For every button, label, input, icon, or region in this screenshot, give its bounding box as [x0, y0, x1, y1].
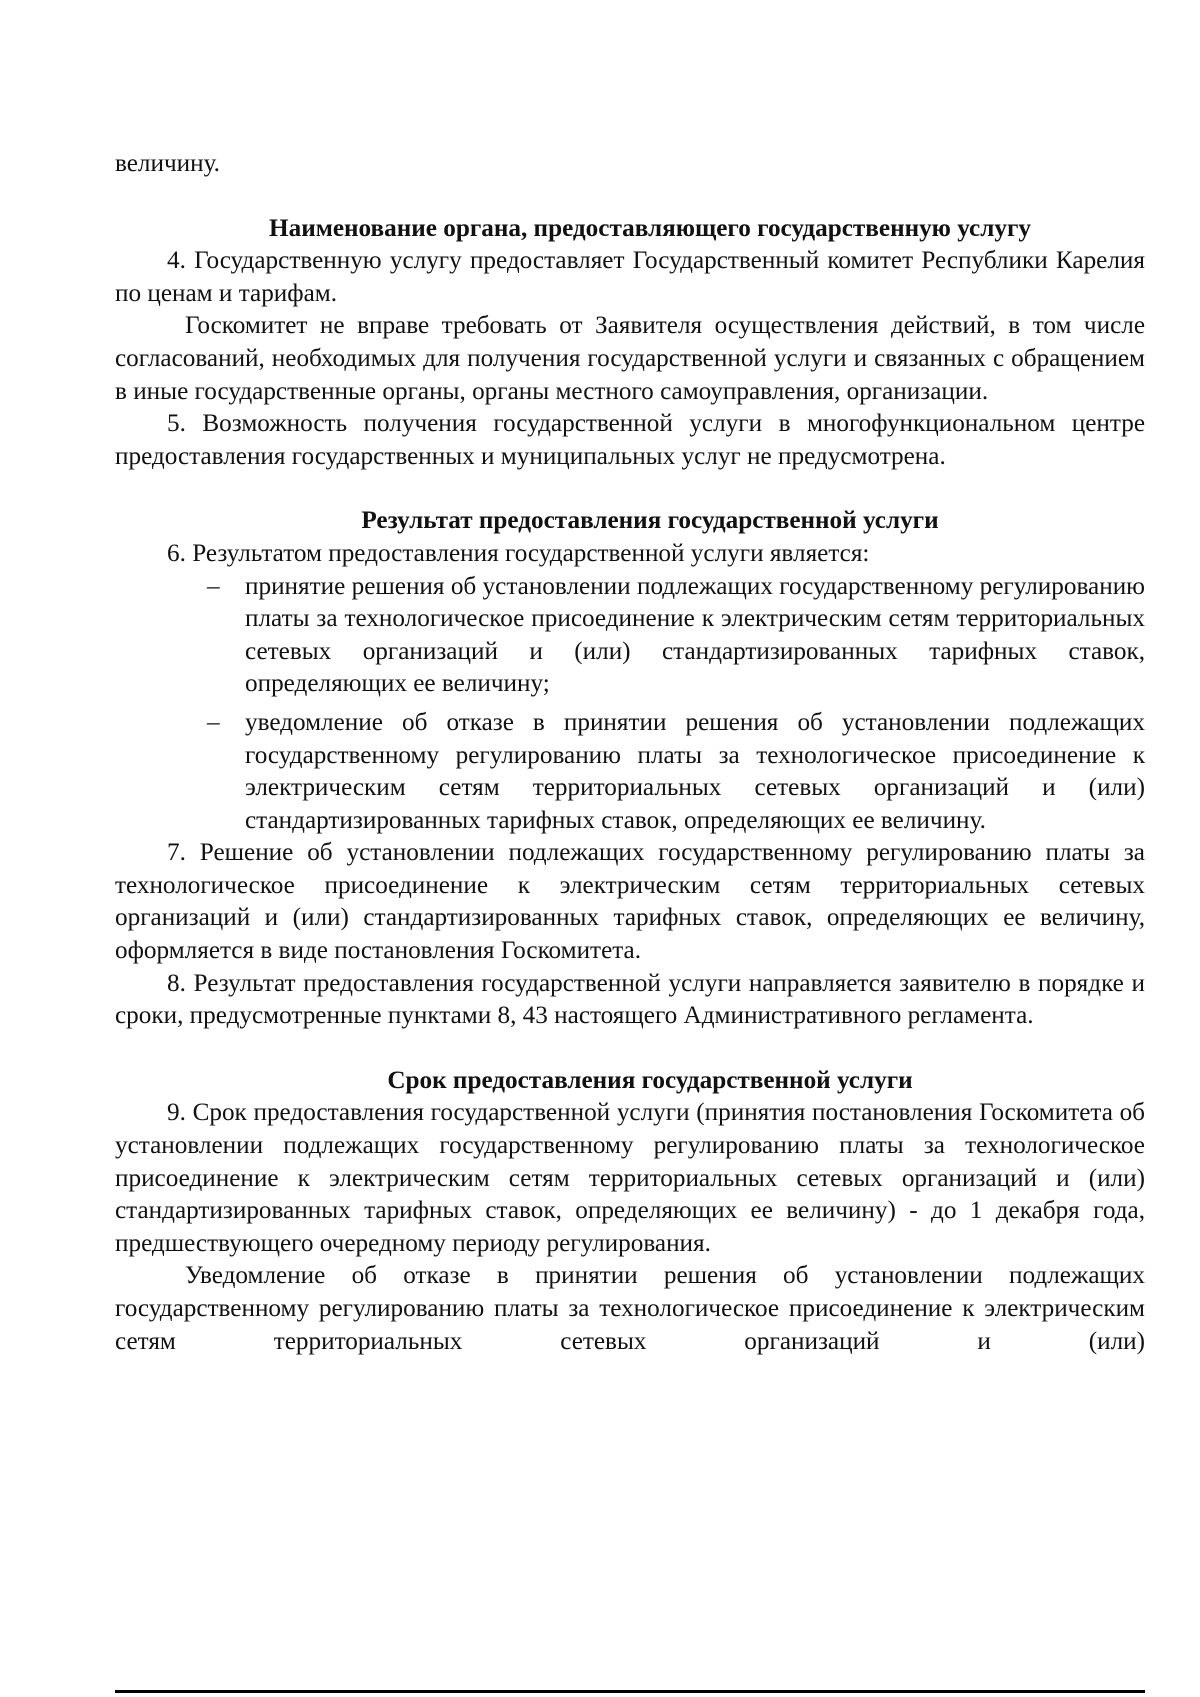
- paragraph-9-continued: Уведомление об отказе в принятии решения об установлении подлежащих государственному регулированию платы за технологическое присоединение к электрическим сетям территориальных сетевых организаций и (или): [115, 1262, 1145, 1355]
- list-item: [115, 707, 1145, 837]
- heading-service-result: Результат предоставления государственной услуги: [361, 507, 939, 535]
- document-page: [115, 148, 1145, 1358]
- paragraph-6: 6. Результатом предоставления государственной услуги является:: [167, 539, 870, 567]
- heading-service-organ: Наименование органа, предоставляющего государственную услугу: [269, 214, 1031, 242]
- intro-fragment: величину.: [115, 150, 220, 177]
- list-item-text: уведомление об отказе в принятии решения об установлении подлежащих государственному регулированию платы за технологическое присоединение к электрическим сетям территориальных сетевых организаций и (или) стандартизированных тарифных ставок, определяющих ее величину.: [245, 708, 1145, 834]
- paragraph-8: 8. Результат предоставления государственной услуги направляется заявителю в порядке и сроки, предусмотренные пунктами 8, 43 настоящего Административного регламента.: [115, 969, 1145, 1030]
- paragraph-4: 4. Государственную услугу предоставляет Государственный комитет Республики Карелия по ценам и тарифам.: [115, 247, 1145, 307]
- paragraph-7: 7. Решение об установлении подлежащих государственному регулированию платы за технологическое присоединение к электрическим сетям территориальных сетевых организаций и (или) стандартизированных тарифных ставок, определяющих ее величину, оформляется в виде постановления Госкомитета.: [115, 839, 1145, 965]
- heading-service-term: Срок предоставления государственной услуги: [387, 1066, 913, 1094]
- paragraph-5: 5. Возможность получения государственной услуги в многофункциональном центре предоставления государственных и муниципальных услуг не предусмотрена.: [115, 410, 1145, 470]
- list-item: [115, 571, 1145, 701]
- result-list: [115, 571, 1145, 838]
- list-dash: –: [207, 572, 220, 600]
- paragraph-9: 9. Срок предоставления государственной услуги (принятия постановления Госкомитета об установлении подлежащих государственному регулированию платы за технологическое присоединение к электрическим сетям территориальных сетевых организаций и (или) стандартизированных тарифных ставок, определяющих ее величину) - до 1 декабря года, предшествующего очередному периоду регулирования.: [115, 1099, 1145, 1257]
- bottom-rule: [115, 1690, 1145, 1693]
- list-dash: –: [207, 708, 220, 736]
- list-item-text: принятие решения об установлении подлежащих государственному регулированию платы за технологическое присоединение к электрическим сетям территориальных сетевых организаций и (или) стандартизированных тарифных ставок, определяющих ее величину;: [245, 572, 1145, 698]
- paragraph-4-continued: Госкомитет не вправе требовать от Заявителя осуществления действий, в том числе согласований, необходимых для получения государственной услуги и связанных с обращением в иные государственные органы, органы местного самоуправления, организации.: [115, 312, 1145, 405]
